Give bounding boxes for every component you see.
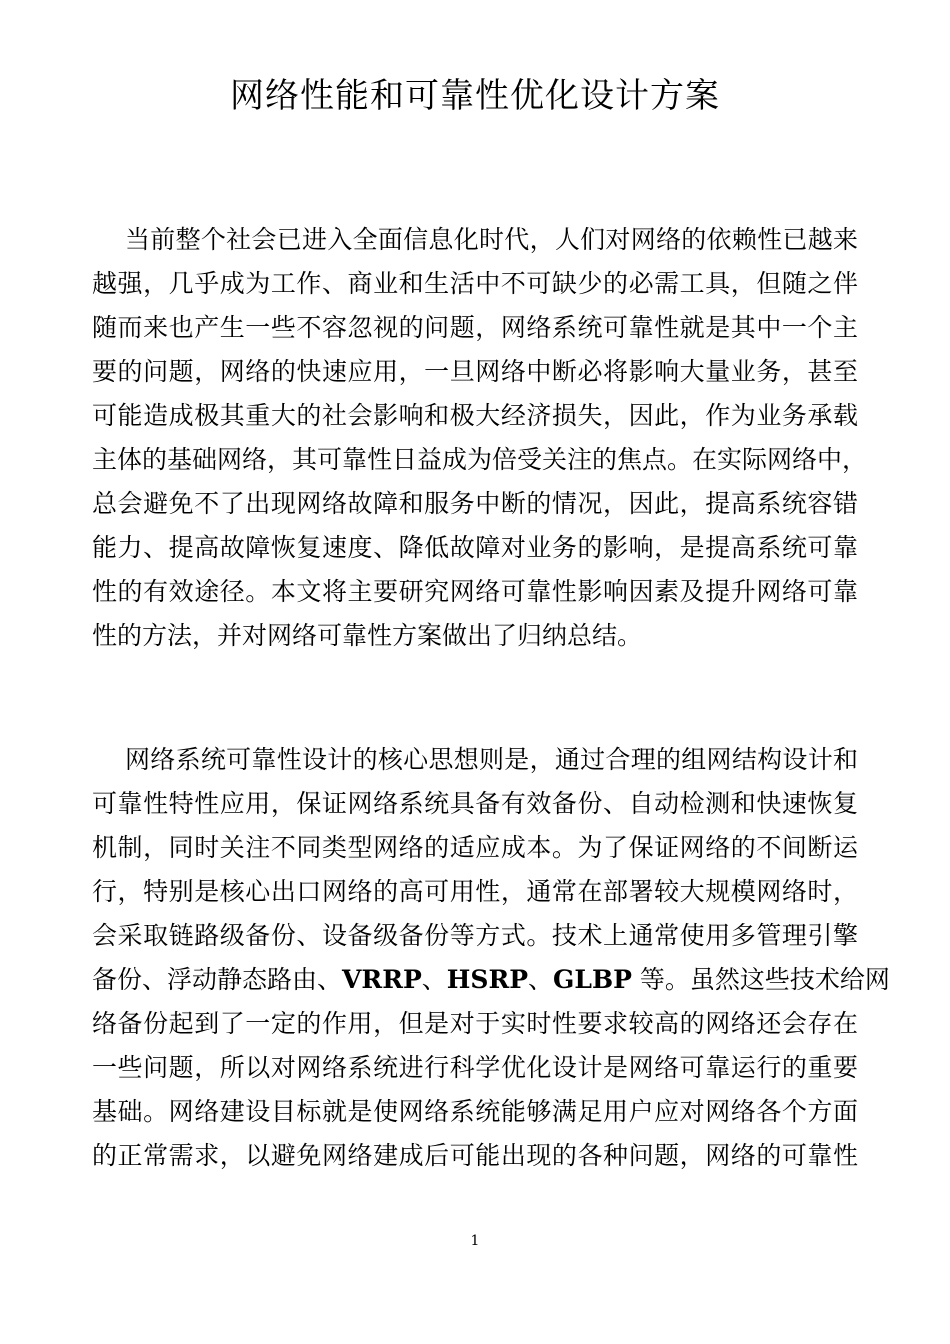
paragraph-line: 性的有效途径。本文将主要研究网络可靠性影响因素及提升网络可靠: [92, 577, 858, 606]
paragraph-line: 能力、提高故障恢复速度、降低故障对业务的影响，是提高系统可靠: [92, 533, 858, 562]
paragraph-line: 要的问题，网络的快速应用，一旦网络中断必将影响大量业务，甚至: [92, 357, 858, 386]
paragraph-line-with-terms: [92, 958, 890, 1002]
paragraph-line: 性的方法，并对网络可靠性方案做出了归纳总结。: [92, 621, 643, 650]
paragraph-line: 会采取链路级备份、设备级备份等方式。技术上通常使用多管理引擎: [92, 921, 858, 950]
paragraph-line: 可能造成极其重大的社会影响和极大经济损失，因此，作为业务承载: [92, 401, 858, 430]
paragraph-1: [92, 218, 868, 658]
term-vrrp: VRRP: [342, 965, 422, 994]
separator: 、: [421, 965, 447, 994]
paragraph-line: 的正常需求，以避免网络建成后可能出现的各种问题，网络的可靠性: [92, 1141, 858, 1170]
paragraph-line: 行，特别是核心出口网络的高可用性，通常在部署较大规模网络时，: [92, 877, 858, 906]
paragraph-line: 越强，几乎成为工作、商业和生活中不可缺少的必需工具，但随之伴: [92, 269, 858, 298]
line-text: 等。虽然这些技术给网: [631, 965, 890, 994]
term-glbp: GLBP: [553, 965, 632, 994]
paragraph-line: 网络系统可靠性设计的核心思想则是，通过合理的组网结构设计和: [125, 745, 858, 774]
paragraph-line: 主体的基础网络，其可靠性日益成为倍受关注的焦点。在实际网络中，: [92, 445, 868, 474]
paragraph-line: 当前整个社会已进入全面信息化时代，人们对网络的依赖性已越来: [125, 225, 858, 254]
paragraph-line: 络备份起到了一定的作用，但是对于实时性要求较高的网络还会存在: [92, 1009, 858, 1038]
paragraph-line: 基础。网络建设目标就是使网络系统能够满足用户应对网络各个方面: [92, 1097, 858, 1126]
paragraph-line: 随而来也产生一些不容忽视的问题，网络系统可靠性就是其中一个主: [92, 313, 858, 342]
page-number: 1: [470, 1233, 480, 1249]
document-title: 网络性能和可靠性优化设计方案: [230, 76, 720, 116]
term-hsrp: HSRP: [446, 965, 529, 994]
paragraph-line: 机制，同时关注不同类型网络的适应成本。为了保证网络的不间断运: [92, 833, 858, 862]
paragraph-line: 总会避免不了出现网络故障和服务中断的情况，因此，提高系统容错: [92, 489, 858, 518]
separator: 、: [528, 965, 554, 994]
paragraph-2: [92, 738, 890, 1178]
paragraph-line: 一些问题，所以对网络系统进行科学优化设计是网络可靠运行的重要: [92, 1053, 858, 1082]
paragraph-line: 可靠性特性应用，保证网络系统具备有效备份、自动检测和快速恢复: [92, 789, 858, 818]
line-text: 备份、浮动静态路由、: [92, 965, 343, 994]
